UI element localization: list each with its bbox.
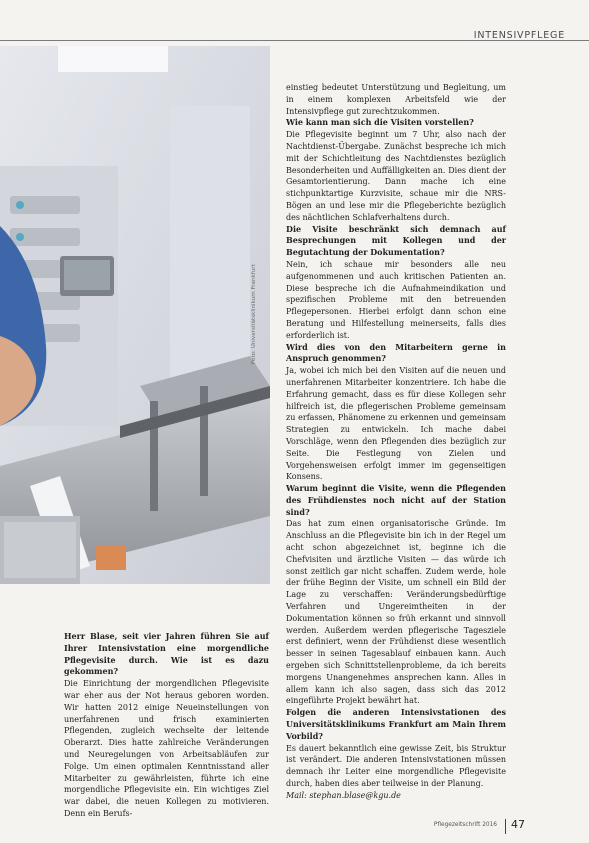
interview-answer: einstieg bedeutet Unterstützung und Begleitung, um in einem komplexen Arbeitsfeld wie der Intensivpflege gut zurechtzukommen. — [286, 83, 506, 116]
interview-question: Herr Blase, seit vier Jahren führen Sie auf Ihrer Intensivstation eine morgendliche Pflegevisite durch. Wie ist es dazu gekommen? — [64, 631, 269, 677]
interview-question: Die Visite beschränkt sich demnach auf Besprechungen mit Kollegen und der Begutachtung der Dokumentation? — [286, 223, 506, 258]
interview-answer: Es dauert bekanntlich eine gewisse Zeit, bis Struktur ist verändert. Die anderen Intensivstationen müssen demnach ihr Leiter eine morgendliche Pflegevisite durch, haben dies aber teilweise in der Planung. — [286, 743, 506, 789]
article-left-column — [64, 631, 269, 820]
icu-photo-illustration — [0, 46, 270, 584]
interview-question: Warum beginnt die Visite, wenn die Pflegenden des Frühdienstes noch nicht auf der Station sind? — [286, 483, 506, 517]
icu-photo — [0, 46, 270, 584]
article-right-column — [286, 82, 506, 802]
interview-answer: Nein, ich schaue mir besonders alle neu aufgenommenen und auch kritischen Patienten an. Diese bespreche ich die Aufnahmeindikation und spezifischen Probleme mit den betreuenden Pflegepersonen. Hierbei erfolgt dann schon eine Beratung und Hilfestellung meinerseits, falls dies erforderlich ist. — [286, 259, 506, 340]
section-label: INTENSIVPFLEGE — [473, 30, 565, 41]
contact-email[interactable]: Mail: stephan.blase@kgu.de — [286, 790, 401, 800]
photo-credit: Foto: Universitätsklinikum Frankfurt — [251, 264, 257, 364]
page-number: 47 — [511, 818, 525, 831]
interview-question: Wie kann man sich die Visiten vorstellen? — [286, 117, 474, 128]
interview-answer: Ja, wobei ich mich bei den Visiten auf die neuen und unerfahrenen Mitarbeiter konzentriere. Ich habe die Erfahrung gemacht, dass es für diese Kollegen sehr hilfreich ist, die pflegerischen Probleme gemeinsam zu erfassen, Phänomene zu erkennen und gemeinsam Strategien zu entwickeln. Ich mache dabei Vorschläge, wenn den Pflegenden dies bezüglich zur Seite. Die Festlegung von Zielen und Vorgehensweisen erfolgt immer im gegenseitigen Konsens. — [286, 366, 506, 482]
interview-question: Wird dies von den Mitarbeitern gerne in Anspruch genommen? — [286, 341, 506, 364]
interview-answer: Das hat zum einen organisatorische Gründe. Im Anschluss an die Pflegevisite bin ich in der Regel um acht schon abgezeichnet ist, beginne ich die Chefvisiten und ärztliche Visiten — das würde ich sonst zeitlich gar nicht schaffen. Zudem werde, hole der frühe Beginn der Visite, um schnell ein Bild der Lage zu verschaffen: Veränderungsbedürftige Verfahren und Ungereimtheiten in der Dokumentation können so früh erkannt und sinnvoll werden. Außerdem werden pflegerische Tagesziele erst definiert, wenn der Frühdienst diese wesentlich besser in seinen Tagesablauf einbauen kann. Auch ergeben sich Schnittstellenprobleme, da ich bereits morgens Unangenehmes ansprechen kann. Alles in allem kann ich also sagen, dass sich das 2012 eingeführte Projekt bewährt hat. — [286, 519, 506, 706]
header-rule — [0, 40, 589, 41]
footer-rule — [505, 819, 506, 834]
interview-answer: Die Pflegevisite beginnt um 7 Uhr, also nach der Nachtdienst-Übergabe. Zunächst bespreche ich mich mit der Schichtleitung des Nachtdienstes bezüglich Besonderheiten und Auffälligkeiten an. Dies dient der Gesamtorientierung. Dann mache ich eine stichpunktartige Kurzvisite, schaue mir die NRS-Bögen an und lese mir die Pflegeberichte bezüglich des nächtlichen Schlafverhaltens durch. — [286, 130, 506, 222]
footer-magazine: Pflegezeitschrift 2016 — [433, 822, 497, 828]
interview-question: Folgen die anderen Intensivstationen des Universitätsklinikums Frankfurt am Main Ihrem Vorbild? — [286, 707, 506, 741]
interview-answer: Die Einrichtung der morgendlichen Pflegevisite war eher aus der Not heraus geboren worden. Wir hatten 2012 einige Neueinstellungen von unerfahrenen und frisch examinierten Pflegenden, zugleich wechselte der leitende Oberarzt. Dies hatte zahlreiche Veränderungen und Neuregelungen von Arbeitsabläufen zur Folge. Um einen optimalen Kenntnisstand aller Mitarbeiter zu gewährleisten, führte ich eine morgendliche Pflegevisite ein. Ein wichtiges Ziel war dabei, die neuen Kollegen zu motivieren. Denn ein Berufs- — [64, 679, 269, 818]
